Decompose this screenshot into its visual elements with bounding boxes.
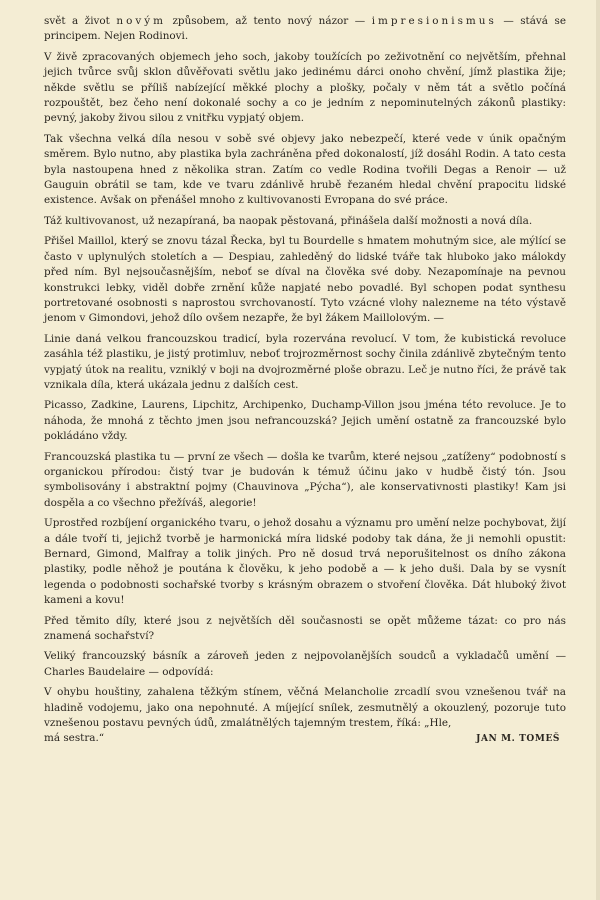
- paragraph-3: Tak všechna velká díla nesou v sobě své objevy jako nebezpečí, které vede v únik opačným směrem. Bylo nutno, aby plastika byla zachráněna před dokonalostí, jíž dosáhl Rodin. A tato cesta byla nastoupena hned z několika stran. Zatím co vedle Rodina tvořili Degas a Renoir — už Gauguin obrátil se tam, kde ve tvaru zdánlivě hrubě řezaném hledal chvění prapocitu lidské existence. Avšak on přenášel mnoho z kultivovanosti Evropana do své práce.: [44, 132, 566, 207]
- paragraph-6: Linie daná velkou francouzskou tradicí, byla rozervána revolucí. V tom, že kubistická revoluce zasáhla též plastiku, je jistý protimluv, neboť trojrozměrnost sochy činila zdánlivě zbytečným tento vypjatý útok na realitu, vzniklý v boji na dvojrozměrné ploše obrazu. Leč je nutno říci, že právě tak vznikala díla, která ukázala jednu z dalších cest.: [44, 332, 566, 391]
- paragraph-9: Uprostřed rozbíjení organického tvaru, o jehož dosahu a významu pro umění nelze pochybovat, žijí a dále tvoří ti, jejichž tvorbě je harmonická míra lidské podoby tak dána, že ji nemohli opustit: Bernard, Gimond, Malfray a tolik jiných. Pro ně dosud trvá neporušitelnost os dního zákona plastiky, podle něhož je poutána k člověku, k jeho podobě a — k jeho duši. Dala by se vysnít legenda o podobnosti sochařské tvorby s krásným obrazem o stvoření člověka. Dát hluboký život kameni a kovu!: [44, 517, 566, 607]
- article-page: [44, 14, 566, 748]
- paragraph-10: Před těmito díly, které jsou z největších děl současnosti se opět můžeme tázat: co pro nás znamená sochařství?: [44, 614, 566, 643]
- paragraph-2: V živě zpracovaných objemech jeho soch, jakoby toužících po zeživotnění co největším, přehnal jejich tvůrce svůj sklon důvěřovati světlu jako jedinému dárci onoho chvění, jímž plastika žije; někde světlu se příliš nabízející měkké plochy a plošky, počaly v něm tát a světlo počíná rozpouštět, bez čeho není dokonalé sochy a co je jedním z nepominutelných zákonů plastiky: pevný, jakoby živou silou z vnitřku vypjatý objem.: [44, 50, 566, 125]
- spaced-word-impresionismus: impresionismus: [371, 15, 497, 27]
- baudelaire-quote: [44, 685, 566, 748]
- paragraph-1: [44, 14, 566, 45]
- paragraph-1-part-c: — stává se principem. Nejen Rodinovi.: [44, 15, 566, 43]
- quote-last-words: má sestra.“: [44, 732, 105, 745]
- spaced-word-novym: novým: [116, 15, 166, 27]
- paragraph-4: Táž kultivovanost, už nezapíraná, ba naopak pěstovaná, přinášela další možnosti a nová díla.: [44, 214, 533, 227]
- paragraph-8: Francouzská plastika tu — první ze všech — došla ke tvarům, které nejsou „zatíženy“ podobností s organickou přírodou: čistý tvar je budován k témuž účinu jako v hudbě čistý tón. Jsou symbolisovány i abstraktní pojmy (Chauvinova „Pýcha“), ale konservativnosti plastiky! Kam jsi dospěla a co všechno přežíváš, alegorie!: [44, 450, 566, 509]
- paragraph-1-part-b: způsobem, až tento nový názor —: [165, 15, 372, 27]
- paragraph-7: Picasso, Zadkine, Laurens, Lipchitz, Archipenko, Duchamp-Villon jsou jména této revoluce. Je to náhoda, že mnohá z těchto jmen jsou nefrancouzská? Jejich umění ostatně za francouzské bylo pokládáno vždy.: [44, 399, 566, 443]
- quote-closing-line: [44, 731, 566, 747]
- page-edge-shadow: [596, 0, 600, 900]
- author-signature: JAN M. TOMEŠ: [476, 734, 560, 745]
- paragraph-11: Veliký francouzský básník a zároveň jeden z nejpovolanějších soudců a vykladačů umění — Charles Baudelaire — odpovídá:: [44, 650, 566, 678]
- paragraph-1-part-a: svět a život: [44, 15, 117, 27]
- paragraph-5: Přišel Maillol, který se znovu tázal Řecka, byl tu Bourdelle s hmatem mohutným sice, ale mýlící se často v uplynulých stoletích a — Despiau, zahleděný do lidské tváře tak hluboko jako málokdy před ním. Byl nejsoučasnějším, neboť se díval na člověka své doby. Nezapomínaje na pevnou konstrukci lebky, viděl dobře zrnění kůže napjaté nebo povadlé. Byl schopen podat synthesu portretované osobnosti s naprostou svrchovaností. Tyto vzácné vlohy nalezneme na této výstavě jenom v Gimondovi, jehož dílo ovšem nezapře, že byl žákem Maillolovým. —: [44, 235, 566, 325]
- quote-text: V ohybu houštiny, zahalena těžkým stínem, věčná Melancholie zrcadlí svou vznešenou tvář na hladině vodojemu, jako ona nepohnuté. A míjející snílek, zesmutnělý a okouzlený, pozoruje tuto vznešenou postavu pevných údů, zmalátnělých tajemným trestem, říká: „Hle,: [44, 686, 566, 730]
